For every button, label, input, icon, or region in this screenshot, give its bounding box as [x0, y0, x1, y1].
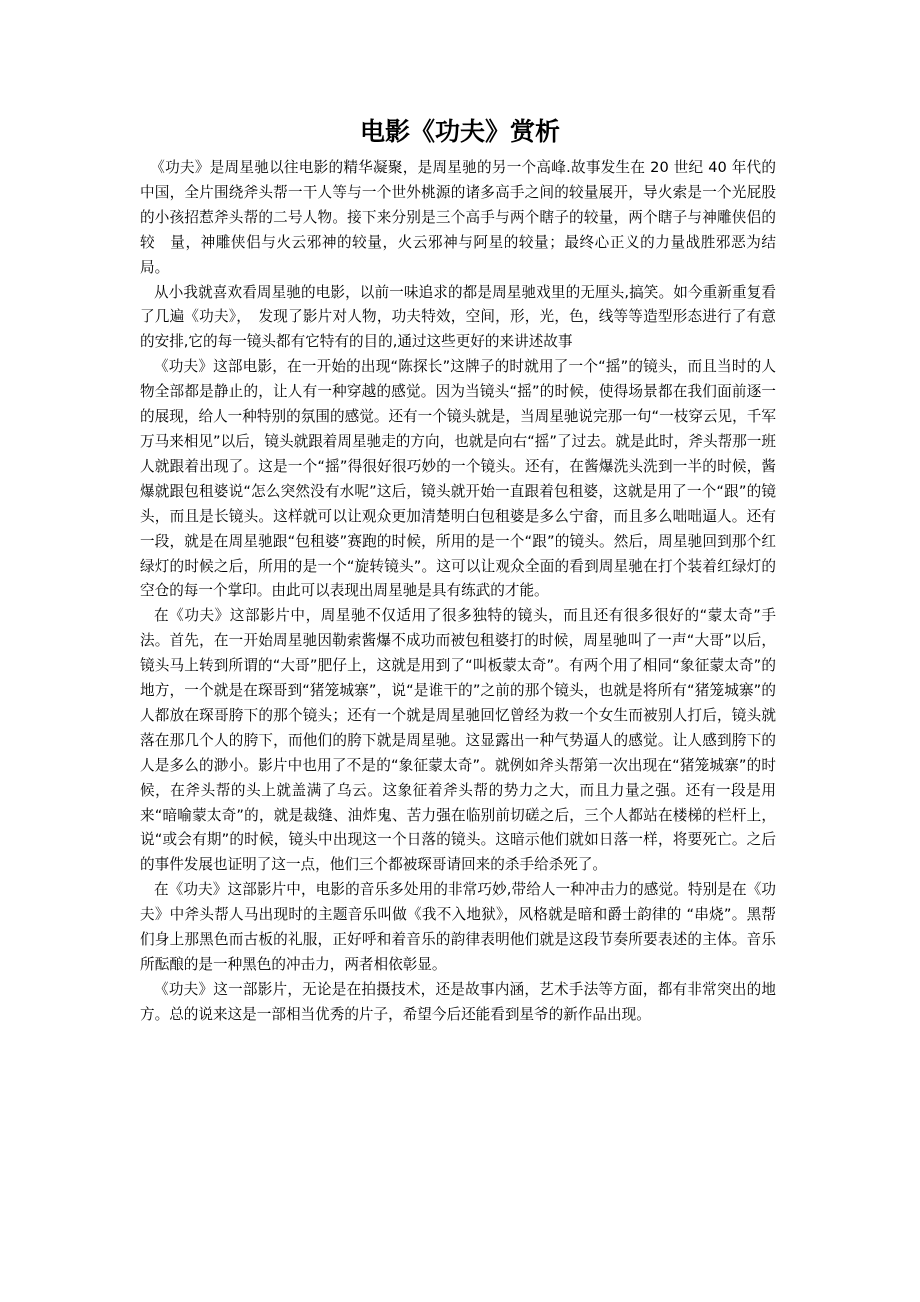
document-title: 电影《功夫》赏析 [359, 117, 560, 146]
paragraph-conclusion: 《功夫》这一部影片，无论是在拍摄技术，还是故事内涵，艺术手法等方面，都有非常突出的地方。总的说来这是一部相当优秀的片子，希望今后还能看到星爷的新作品出现。 [140, 980, 776, 1023]
paragraph-intro [140, 156, 776, 281]
paragraph-intro-text: 《功夫》是周星驰以往电影的精华凝聚，是周星驰的另一个高峰.故事发生在 20 世纪 40 年代的中国，全片围绕斧头帮一干人等与一个世外桃源的诸多高手之间的较量展开，导火索是一个光屁股的小孩招惹斧头帮的二号人物。接下来分别是三个高手与两个瞎子的较量，两个瞎子与神雕侠侣的较 量，神雕侠侣与火云邪神的较量，火云邪神与阿星的较量；最终心正义的力量战胜邪恶为结局。 [140, 159, 776, 276]
paragraph-montage: 在《功夫》这部影片中，周星驰不仅适用了很多独特的镜头，而且还有很多很好的“蒙太奇”手法。首先，在一开始周星驰因勒索酱爆不成功而被包租婆打的时候，周星驰叫了一声“大哥”以后，镜头马上转到所谓的“大哥”肥仔上，这就是用到了“叫板蒙太奇”。有两个用了相同“象征蒙太奇”的地方，一个就是在琛哥到“猪笼城寨”，说“是谁干的”之前的那个镜头，也就是将所有“猪笼城寨”的人都放在琛哥胯下的那个镜头；还有一个就是周星驰回忆曾经为救一个女生而被别人打后，镜头就落在那几个人的胯下，而他们的胯下就是周星驰。这显露出一种气势逼人的感觉。让人感到胯下的人是多么的渺小。影片中也用了不是的“象征蒙太奇”。就例如斧头帮第一次出现在“猪笼城寨”的时候，在斧头帮的头上就盖满了乌云。这象征着斧头帮的势力之大，而且力量之强。还有一段是用来“暗喻蒙太奇”的，就是裁缝、油炸鬼、苦力强在临别前切磋之后，三个人都站在楼梯的栏杆上，说“或会有期”的时候，镜头中出现这一个日落的镜头。这暗示他们就如日落一样，将要死亡。之后的事件发展也证明了这一点，他们三个都被琛哥请回来的杀手给杀死了。 [140, 607, 776, 874]
paragraph-music: 在《功夫》这部影片中，电影的音乐多处用的非常巧妙,带给人一种冲击力的感觉。特别是在《功夫》中斧头帮人马出现时的主题音乐叫做《我不入地狱》，风格就是暗和爵士韵律的 “串烧”。黑帮们身上那黑色而古板的礼服，正好呼和着音乐的韵律表明他们就是这段节奏所要表述的主体。音乐所酝酿的是一种黑色的冲击力，两者相依彰显。 [140, 881, 776, 973]
paragraph-camera-shots: 《功夫》这部电影，在一开始的出现“陈探长”这牌子的时就用了一个“摇”的镜头，而且当时的人物全部都是静止的，让人有一种穿越的感觉。因为当镜头“摇”的时候，使得场景都在我们面前逐一的展现，给人一种特别的氛围的感觉。还有一个镜头就是，当周星驰说完那一句“一枝穿云见，千军万马来相见”以后，镜头就跟着周星驰走的方向，也就是向右“摇”了过去。就是此时，斧头帮那一班人就跟着出现了。这是一个“摇”得很好很巧妙的一个镜头。还有，在酱爆洗头洗到一半的时候，酱爆就跟包租婆说“怎么突然没有水呢”这后，镜头就开始一直跟着包租婆，这就是用了一个“跟”的镜头，而且是长镜头。这样就可以让观众更加清楚明白包租婆是多么宁畲，而且多么咄咄逼人。还有一段，就是在周星驰跟“包租婆”赛跑的时候，所用的是一个“跟”的镜头。然后，周星驰回到那个红绿灯的时候之后，所用的是一个“旋转镜头”。这可以让观众全面的看到周星驰在打个装着红绿灯的空仓的每一个掌印。由此可以表现出周星驰是具有练武的才能。 [140, 358, 776, 600]
paragraph-personal: 从小我就喜欢看周星驰的电影，以前一味追求的都是周星驰戏里的无厘头,搞笑。如今重新重复看了几遍《功夫》， 发现了影片对人物，功夫特效，空间，形，光，色，线等等造型形态进行了有意的安排,它的每一镜头都有它特有的目的,通过这些更好的来讲述故事 [140, 283, 776, 351]
document-body [140, 156, 776, 1028]
